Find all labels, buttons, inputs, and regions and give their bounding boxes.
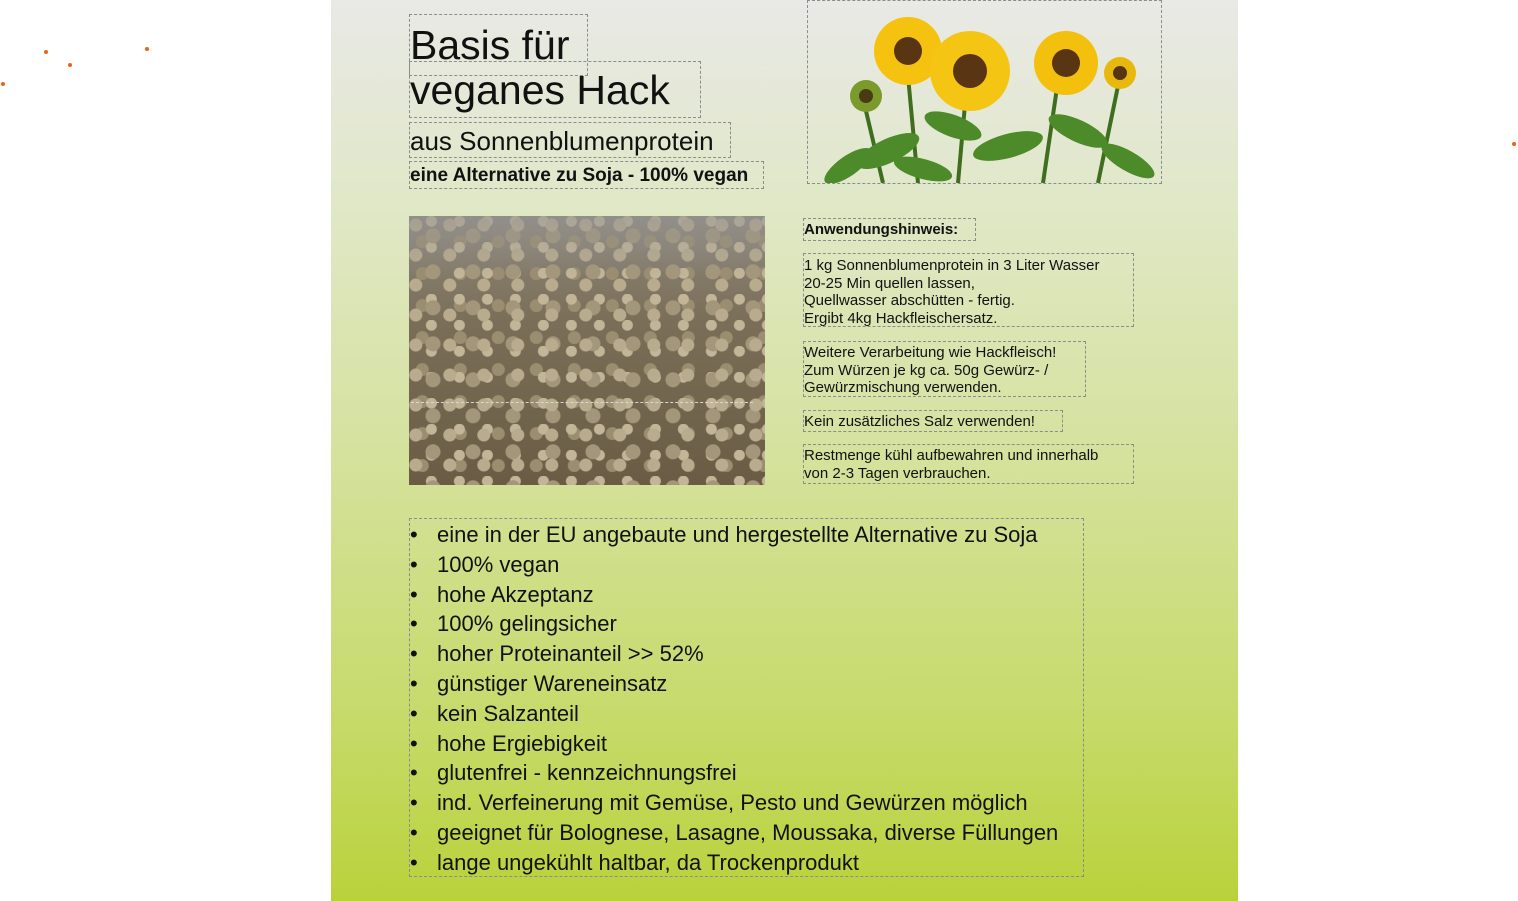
feature-item (410, 580, 1083, 610)
usage-block-3 (803, 410, 1063, 432)
feature-item (410, 550, 1083, 580)
feature-item (410, 520, 1083, 550)
feature-text: lange ungekühlt haltbar, da Trockenprodukt (437, 849, 859, 875)
usage-line: Weitere Verarbeitung wie Hackfleisch! (804, 344, 1057, 361)
feature-item (410, 818, 1083, 848)
decor-dot (1512, 142, 1516, 146)
bullet-icon: • (410, 522, 418, 547)
decor-dot (44, 50, 48, 54)
sunflowers-image (807, 0, 1162, 184)
bullet-icon: • (410, 760, 418, 786)
product-photo (409, 216, 765, 485)
usage-line: von 2-3 Tagen verbrauchen. (804, 464, 991, 482)
decor-dot (1, 82, 5, 86)
usage-block-4 (803, 444, 1134, 484)
usage-line: 1 kg Sonnenblumenprotein in 3 Liter Wasser (804, 257, 1100, 274)
feature-text: 100% gelingsicher (437, 611, 617, 637)
usage-block-2 (803, 341, 1086, 397)
decor-dot (145, 47, 149, 51)
usage-line: Kein zusätzliches Salz verwenden! (804, 413, 1035, 430)
photo-divider (411, 402, 753, 403)
feature-list-box (409, 518, 1084, 877)
feature-text: hohe Akzeptanz (437, 581, 594, 607)
feature-item (410, 729, 1083, 759)
feature-text: günstiger Wareneinsatz (437, 670, 668, 696)
title-line-1: Basis für (409, 14, 588, 76)
feature-text: geeignet für Bolognese, Lasagne, Moussaka, diverse Füllungen (437, 819, 1059, 845)
bullet-icon: • (410, 641, 418, 667)
bullet-icon: • (410, 670, 418, 696)
bullet-icon: • (410, 730, 418, 756)
feature-item (410, 848, 1083, 878)
bullet-icon: • (410, 581, 418, 607)
feature-item (410, 639, 1083, 669)
bullet-icon: • (410, 551, 418, 577)
usage-block-1 (803, 253, 1134, 327)
subtitle: aus Sonnenblumenprotein (409, 122, 731, 158)
feature-text: glutenfrei - kennzeichnungsfrei (437, 760, 737, 786)
feature-item (410, 699, 1083, 729)
feature-text: hoher Proteinanteil >> 52% (437, 641, 704, 667)
bullet-icon: • (410, 849, 418, 875)
usage-line: Ergibt 4kg Hackfleischersatz. (804, 309, 998, 327)
feature-text: ind. Verfeinerung mit Gemüse, Pesto und Gewürzen möglich (437, 790, 1028, 816)
document-page (331, 0, 1238, 901)
tagline: eine Alternative zu Soja - 100% vegan (409, 161, 764, 189)
usage-line: Zum Würzen je kg ca. 50g Gewürz- / (804, 361, 1049, 379)
feature-text: 100% vegan (437, 551, 560, 577)
usage-line: Restmenge kühl aufbewahren und innerhalb (804, 447, 1099, 464)
usage-heading: Anwendungshinweis: (803, 218, 976, 241)
bullet-icon: • (410, 611, 418, 637)
granules-photo (409, 216, 765, 276)
usage-line: Quellwasser abschütten - fertig. (804, 292, 1015, 309)
sunflower-icon (808, 1, 1161, 183)
bullet-icon: • (410, 790, 418, 816)
feature-text: kein Salzanteil (437, 700, 579, 726)
feature-list (410, 520, 1083, 878)
feature-text: eine in der EU angebaute und hergestellte Alternative zu Soja (437, 522, 1038, 547)
decor-dot (68, 63, 72, 67)
feature-text: hohe Ergiebigkeit (437, 730, 608, 756)
feature-item (410, 609, 1083, 639)
feature-item (410, 788, 1083, 818)
title-line-2: veganes Hack (409, 61, 701, 118)
feature-item (410, 758, 1083, 788)
feature-item (410, 669, 1083, 699)
usage-line: 20-25 Min quellen lassen, (804, 274, 975, 292)
usage-line: Gewürzmischung verwenden. (804, 379, 1002, 396)
bullet-icon: • (410, 700, 418, 726)
bullet-icon: • (410, 819, 418, 845)
